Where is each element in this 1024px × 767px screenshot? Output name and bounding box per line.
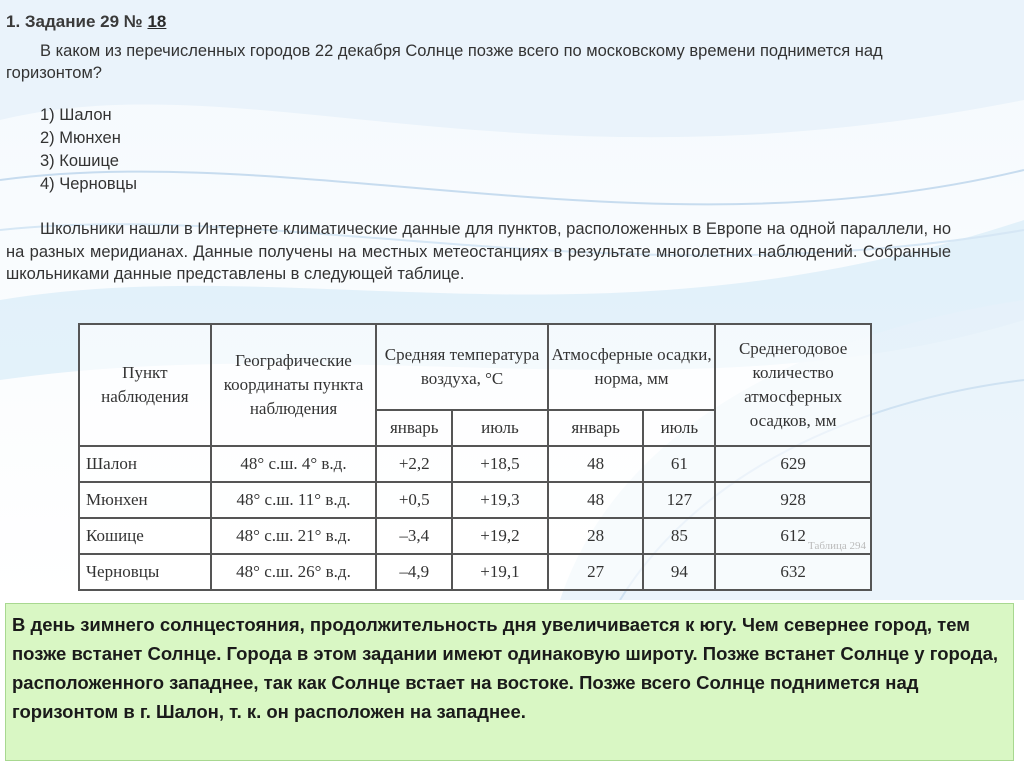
cell-city: Шалон xyxy=(79,446,211,482)
cell-temp-jul: +18,5 xyxy=(452,446,548,482)
header-precip-jul: июль xyxy=(643,410,715,446)
table-watermark: Таблица 294 xyxy=(808,540,867,552)
cell-precip-jan: 27 xyxy=(548,554,644,590)
cell-precip-jan: 48 xyxy=(548,482,644,518)
option-2: 2) Мюнхен xyxy=(40,129,121,147)
task-title-prefix: 1. Задание 29 № xyxy=(6,12,143,31)
header-precip-jan: январь xyxy=(548,410,644,446)
cell-city: Черновцы xyxy=(79,554,211,590)
table-row xyxy=(79,554,871,590)
cell-temp-jan: +2,2 xyxy=(376,446,452,482)
cell-annual: 612 xyxy=(715,518,871,554)
header-precip: Атмосферные осадки, норма, мм xyxy=(548,324,716,410)
cell-precip-jan: 48 xyxy=(548,446,644,482)
header-coords: Географические координаты пункта наблюдения xyxy=(211,324,377,446)
cell-precip-jul: 85 xyxy=(643,518,715,554)
cell-precip-jul: 61 xyxy=(643,446,715,482)
header-temp-jan: январь xyxy=(376,410,452,446)
option-3: 3) Кошице xyxy=(40,152,119,170)
cell-temp-jan: +0,5 xyxy=(376,482,452,518)
answer-options xyxy=(40,104,137,196)
cell-annual: 632 xyxy=(715,554,871,590)
cell-precip-jul: 127 xyxy=(643,482,715,518)
task-number-link[interactable]: 18 xyxy=(147,12,167,31)
header-annual: Среднегодовое количество атмосферных осадков, мм xyxy=(715,324,871,446)
task-title xyxy=(6,12,166,32)
option-4: 4) Черновцы xyxy=(40,175,137,193)
answer-explanation: В день зимнего солнцестояния, продолжительность дня увеличивается к югу. Чем севернее город, тем позже встанет Солнце. Города в этом задании имеют одинаковую широту. Позже встанет Солнце у города, расположенного западнее, так как Солнце встает на востоке. Позже всего Солнце поднимется над горизонтом в г. Шалон, т. к. он расположен на западнее. xyxy=(5,603,1014,761)
cell-coords: 48° с.ш. 21° в.д. xyxy=(211,518,377,554)
cell-coords: 48° с.ш. 4° в.д. xyxy=(211,446,377,482)
question-text: В каком из перечисленных городов 22 декабря Солнце позже всего по московскому времени поднимется над горизонтом? xyxy=(6,42,883,82)
cell-annual: 928 xyxy=(715,482,871,518)
cell-temp-jan: –4,9 xyxy=(376,554,452,590)
intro-paragraph: Школьники нашли в Интернете климатические данные для пунктов, расположенных в Европе на одной параллели, но на разных меридианах. Данные получены на местных метеостанциях в результате многолетних наблюдений. Собранные школьниками данные представлены в следующей таблице. xyxy=(6,220,951,283)
cell-temp-jul: +19,3 xyxy=(452,482,548,518)
cell-coords: 48° с.ш. 11° в.д. xyxy=(211,482,377,518)
cell-coords: 48° с.ш. 26° в.д. xyxy=(211,554,377,590)
header-point: Пункт наблюдения xyxy=(79,324,211,446)
header-temp-jul: июль xyxy=(452,410,548,446)
cell-annual: 629 xyxy=(715,446,871,482)
option-1: 1) Шалон xyxy=(40,106,112,124)
cell-city: Кошице xyxy=(79,518,211,554)
table-row xyxy=(79,482,871,518)
cell-precip-jan: 28 xyxy=(548,518,644,554)
table-row xyxy=(79,518,871,554)
header-temp: Средняя температура воздуха, °С xyxy=(376,324,547,410)
cell-city: Мюнхен xyxy=(79,482,211,518)
cell-temp-jul: +19,1 xyxy=(452,554,548,590)
table-row xyxy=(79,446,871,482)
climate-table xyxy=(78,323,872,591)
cell-precip-jul: 94 xyxy=(643,554,715,590)
cell-temp-jul: +19,2 xyxy=(452,518,548,554)
cell-temp-jan: –3,4 xyxy=(376,518,452,554)
